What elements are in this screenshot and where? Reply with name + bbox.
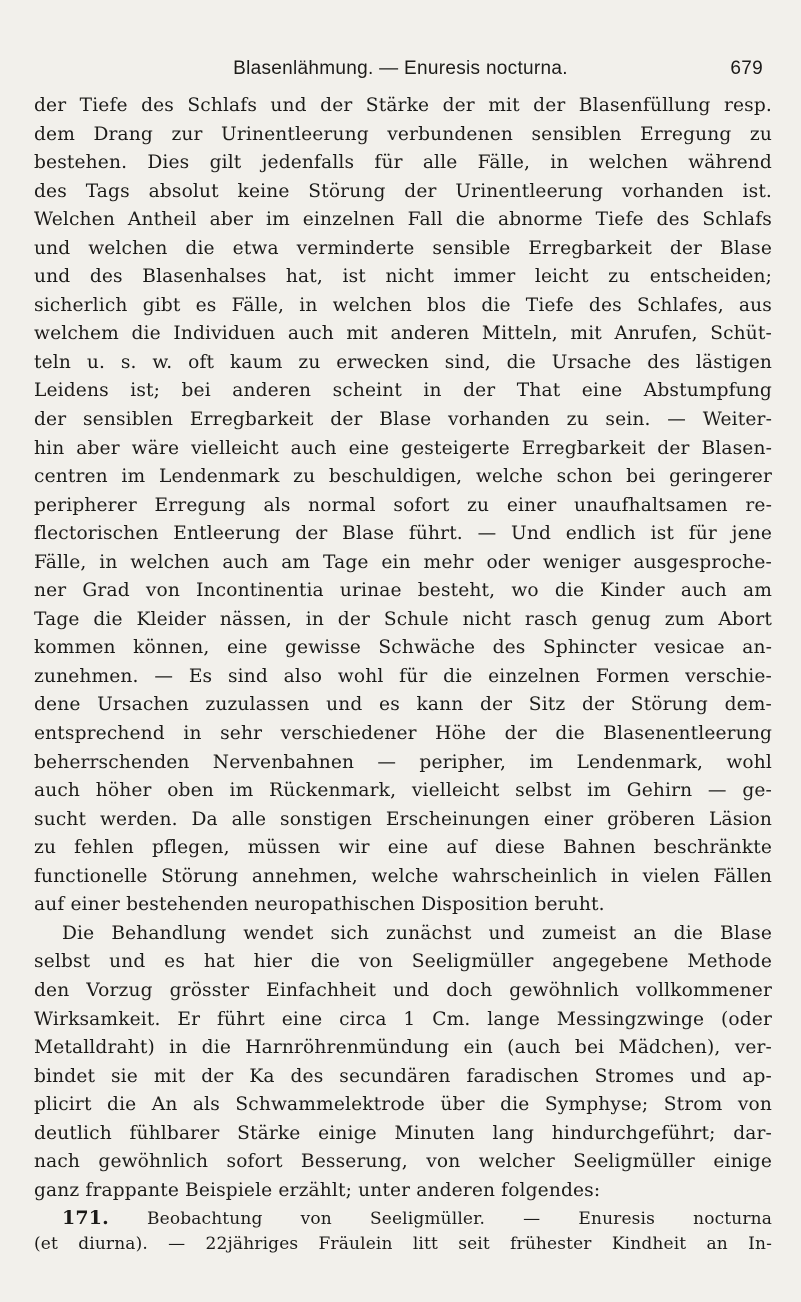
text-line: functionelle Störung annehmen, welche wahrscheinlich in vielen Fällen: [34, 865, 772, 887]
text-line: des Tags absolut keine Störung der Urinentleerung vorhanden ist.: [34, 180, 772, 202]
body-text: [34, 92, 772, 1257]
text-line: nach gewöhnlich sofort Besserung, von welcher Seeligmüller einige: [34, 1151, 772, 1173]
text-line: beherrschenden Nervenbahnen — peripher, im Lendenmark, wohl: [34, 751, 772, 773]
text-line: Metalldraht) in die Harnröhrenmündung ein (auch bei Mädchen), ver-: [34, 1037, 772, 1059]
text-line: sucht werden. Da alle sonstigen Erscheinungen einer gröberen Läsion: [34, 808, 772, 830]
text-line: Leidens ist; bei anderen scheint in der That eine Abstumpfung: [34, 380, 772, 402]
text-line: der Tiefe des Schlafs und der Stärke der mit der Blasenfüllung resp.: [34, 95, 772, 116]
text-line: hin aber wäre vielleicht auch eine gesteigerte Erregbarkeit der Blasen-: [34, 437, 772, 459]
text-line: bestehen. Dies gilt jedenfalls für alle Fälle, in welchen während: [34, 152, 772, 174]
text-line: dene Ursachen zuzulassen und es kann der Sitz der Störung dem-: [34, 694, 772, 716]
text-line: peripherer Erregung als normal sofort zu einer unaufhaltsamen re-: [34, 494, 772, 516]
text-line: der sensiblen Erregbarkeit der Blase vorhanden zu sein. — Weiter-: [34, 409, 772, 431]
observation-line: (et diurna). — 22jähriges Fräulein litt seit frühester Kindheit an In-: [34, 1234, 772, 1255]
text-line: flectorischen Entleerung der Blase führt. — Und endlich ist für jene: [34, 523, 772, 545]
text-line: sicherlich gibt es Fälle, in welchen blos die Tiefe des Schlafes, aus: [34, 294, 772, 316]
text-line: Wirksamkeit. Er führt eine circa 1 Cm. lange Messingzwinge (oder: [34, 1008, 772, 1030]
observation-block: [34, 1205, 772, 1257]
observation-number: 171.: [62, 1207, 109, 1230]
text-line: zunehmen. — Es sind also wohl für die einzelnen Formen verschie-: [34, 665, 772, 687]
text-line: Welchen Antheil aber im einzelnen Fall die abnorme Tiefe des Schlafs: [34, 209, 772, 231]
text-line: und welchen die etwa verminderte sensible Erregbarkeit der Blase: [34, 237, 772, 259]
text-line: Fälle, in welchen auch am Tage ein mehr oder weniger ausgesproche-: [34, 551, 772, 573]
text-line: bindet sie mit der Ka des secundären faradischen Stromes und ap-: [34, 1065, 772, 1087]
text-line: ganz frappante Beispiele erzählt; unter anderen folgendes:: [34, 1179, 601, 1201]
text-line: centren im Lendenmark zu beschuldigen, welche schon bei geringerer: [34, 466, 772, 488]
text-line: Die Behandlung wendet sich zunächst und zumeist an die Blase: [62, 922, 772, 944]
text-line: Tage die Kleider nässen, in der Schule nicht rasch genug zum Abort: [34, 608, 772, 630]
text-line: auf einer bestehenden neuropathischen Disposition beruht.: [34, 894, 605, 916]
text-line: deutlich fühlbarer Stärke einige Minuten lang hindurchgeführt; dar-: [34, 1122, 772, 1144]
text-line: welchem die Individuen auch mit anderen Mitteln, mit Anrufen, Schüt-: [34, 323, 772, 345]
running-title: Blasenlähmung. — Enuresis nocturna.: [233, 58, 568, 79]
text-line: plicirt die An als Schwammelektrode über die Symphyse; Strom von: [34, 1094, 772, 1116]
text-line: auch höher oben im Rückenmark, vielleicht selbst im Gehirn — ge-: [34, 780, 772, 802]
text-line: teln u. s. w. oft kaum zu erwecken sind, die Ursache des lästigen: [34, 351, 772, 373]
text-line: selbst und es hat hier die von Seeligmüller angegebene Methode: [34, 951, 772, 973]
text-line: und des Blasenhalses hat, ist nicht immer leicht zu entscheiden;: [34, 266, 772, 288]
observation-line: [34, 1205, 772, 1231]
text-line: dem Drang zur Urinentleerung verbundenen sensiblen Erregung zu: [34, 123, 772, 145]
text-line: den Vorzug grösster Einfachheit und doch gewöhnlich vollkommener: [34, 979, 772, 1001]
observation-title: Beobachtung von Seeligmüller. — Enuresis nocturna: [146, 1209, 772, 1230]
running-header: [30, 58, 771, 88]
text-line: kommen können, eine gewisse Schwäche des Sphincter vesicae an-: [34, 637, 772, 659]
text-line: entsprechend in sehr verschiedener Höhe der die Blasenentleerung: [34, 723, 772, 745]
text-line: zu fehlen pflegen, müssen wir eine auf diese Bahnen beschränkte: [34, 837, 772, 859]
page-number: 679: [730, 58, 763, 79]
text-line: ner Grad von Incontinentia urinae besteht, wo die Kinder auch am: [34, 580, 772, 602]
